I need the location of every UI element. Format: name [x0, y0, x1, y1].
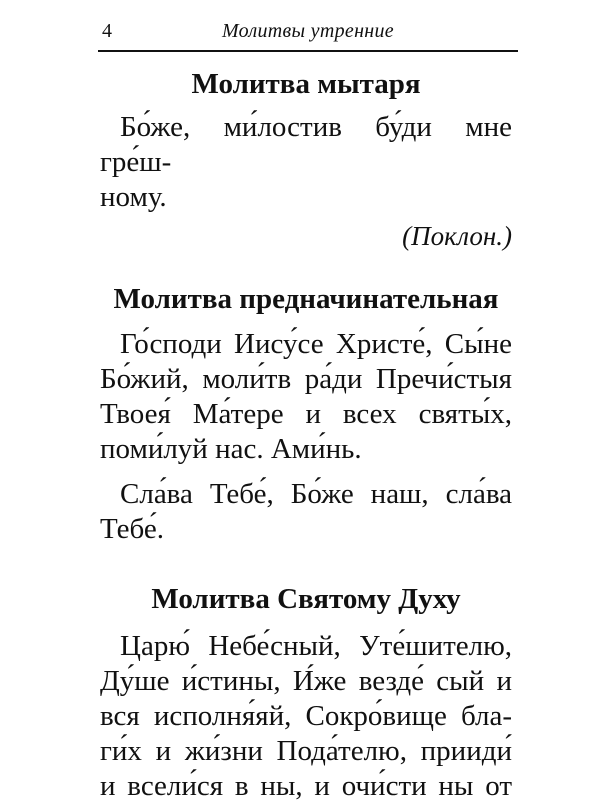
- text-line: Бо́жий, моли́тв ра́ди Пречи́стыя: [100, 363, 512, 395]
- prayer-note: (Поклон.): [402, 221, 512, 251]
- text-line: Тебе́.: [100, 513, 164, 545]
- text-line: вся исполня́яй, Сокро́вище бла-: [100, 700, 512, 732]
- text-line: Бо́же, ми́лостив бу́ди мне гре́ш-: [100, 111, 512, 178]
- text-line: Сла́ва Тебе́, Бо́же наш, сла́ва: [120, 478, 512, 510]
- prayer-paragraph: [100, 327, 512, 467]
- prayer-paragraph: [100, 477, 512, 547]
- text-line: и всели́ся в ны, и очи́сти ны от: [100, 770, 512, 802]
- text-line: Царю́ Небе́сный, Уте́шителю,: [120, 630, 512, 662]
- running-title: Молитвы утренние: [222, 20, 394, 42]
- prayer-title: Молитва Святому Духу: [151, 583, 461, 615]
- text-line: Го́споди Иису́се Христе́, Сы́не: [120, 328, 512, 360]
- text-line: Твоея́ Ма́тере и всех святы́х,: [100, 398, 512, 430]
- page-number: 4: [102, 20, 112, 42]
- prayer-paragraph: [100, 110, 512, 215]
- running-header: [98, 16, 518, 52]
- page-content: [100, 60, 512, 804]
- text-line: ному.: [100, 181, 167, 213]
- text-line: ги́х и жи́зни Пода́телю, прииди́: [100, 735, 512, 767]
- text-line: Ду́ше и́стины, И́же везде́ сый и: [100, 665, 512, 697]
- prayer-title: Молитва мытаря: [191, 68, 421, 100]
- text-line: поми́луй нас. Ами́нь.: [100, 433, 362, 465]
- prayer-title: Молитва предначинательная: [113, 283, 499, 315]
- prayer-paragraph: [100, 629, 512, 804]
